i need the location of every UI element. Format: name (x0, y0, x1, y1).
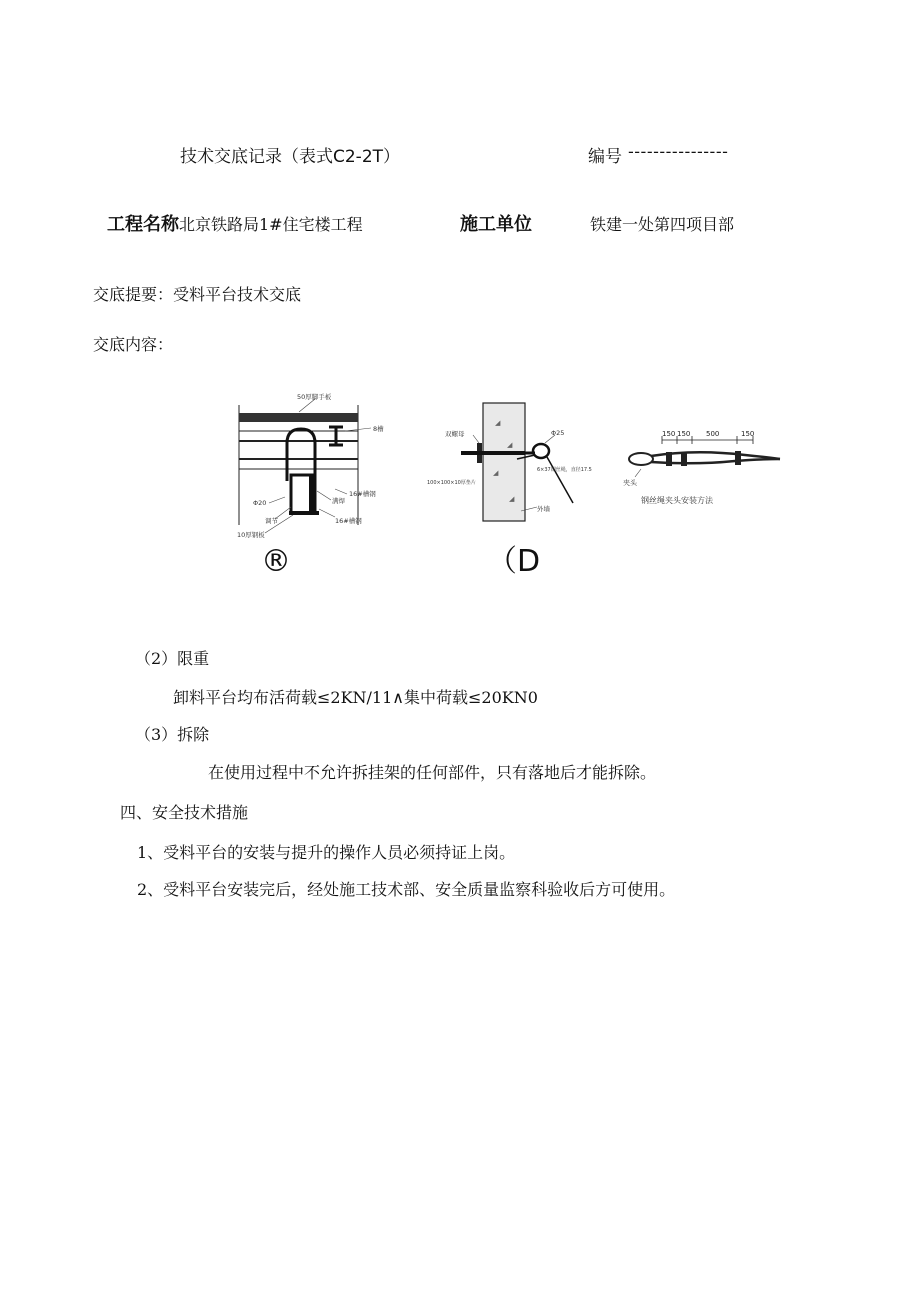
fig1-bolt-label: 调节 (265, 517, 278, 525)
fig3-head-label: 夹头 (623, 479, 637, 487)
summary-value: 受料平台技术交底 (173, 285, 302, 304)
fig1-channel2-label: 16#槽钢 (335, 517, 362, 525)
construction-unit-value: 铁建一处第四项目部 (590, 215, 735, 234)
fig1-channel-label: 16#槽钢 (349, 490, 376, 498)
fig1-phi-label: Φ20 (253, 499, 267, 507)
fig2-wall-label: 外墙 (537, 505, 550, 513)
svg-text:◢: ◢ (507, 441, 513, 449)
fig2-plate-label: 100×100×10厚垫片 (427, 480, 476, 486)
fig2-bolt-label: 双螺母 (445, 430, 465, 438)
fig1-weld-label: 满焊 (332, 497, 345, 505)
safety-item-2: 2、受料平台安装完后，经处施工技术部、安全质量监察科验收后方可使用。 (137, 880, 676, 899)
content-label: 交底内容： (93, 335, 174, 354)
svg-text:◢: ◢ (509, 495, 515, 503)
fig1-top-label: 50厚脚手板 (297, 393, 332, 401)
number-label: 编号 (588, 147, 622, 167)
remove-text: 在使用过程中不允许拆挂架的任何部件，只有落地后才能拆除。 (208, 763, 657, 782)
svg-text:◢: ◢ (495, 419, 501, 427)
fig3-dim-2: 150 (677, 430, 691, 438)
limit-text: 卸料平台均布活荷载≤2KN/11∧集中荷载≤20KN0 (173, 688, 538, 707)
svg-text:◢: ◢ (493, 469, 499, 477)
fig1-plate-label: 10厚钢板 (237, 531, 265, 539)
fig3-dim-4: 150 (741, 430, 755, 438)
project-name-value: 北京铁路局1#住宅楼工程 (179, 215, 363, 234)
figure-2-wall-anchor (427, 403, 592, 579)
project-name-label: 工程名称 (107, 214, 179, 235)
fig3-dim-1: 150 (662, 430, 676, 438)
figure-1-channel-detail (237, 392, 384, 579)
fig2-rope-label: 6×37钢丝绳，直径17.5 (537, 467, 592, 473)
summary-label: 交底提要： (93, 285, 174, 304)
fig1-caption: ® (261, 544, 291, 579)
figure-3-rope-clamps (623, 430, 780, 505)
fig1-side-label: 8槽 (373, 425, 384, 433)
technical-drawings (225, 385, 795, 585)
fig2-phi-label: Φ25 (551, 429, 565, 437)
fig3-caption: 钢丝绳夹头安装方法 (641, 496, 713, 505)
record-title: 技术交底记录（表式C2-2T） (180, 147, 401, 167)
safety-heading: 四、安全技术措施 (120, 803, 249, 822)
remove-heading: （3）拆除 (135, 725, 210, 744)
summary-line (93, 282, 301, 305)
safety-item-1: 1、受料平台的安装与提升的操作人员必须持证上岗。 (137, 843, 516, 862)
number-value: ---------------- (628, 142, 729, 161)
fig3-dim-3: 500 (706, 430, 720, 438)
fig2-caption: （D (487, 544, 541, 579)
limit-heading: （2）限重 (135, 649, 210, 668)
construction-unit-label: 施工单位 (460, 214, 532, 235)
